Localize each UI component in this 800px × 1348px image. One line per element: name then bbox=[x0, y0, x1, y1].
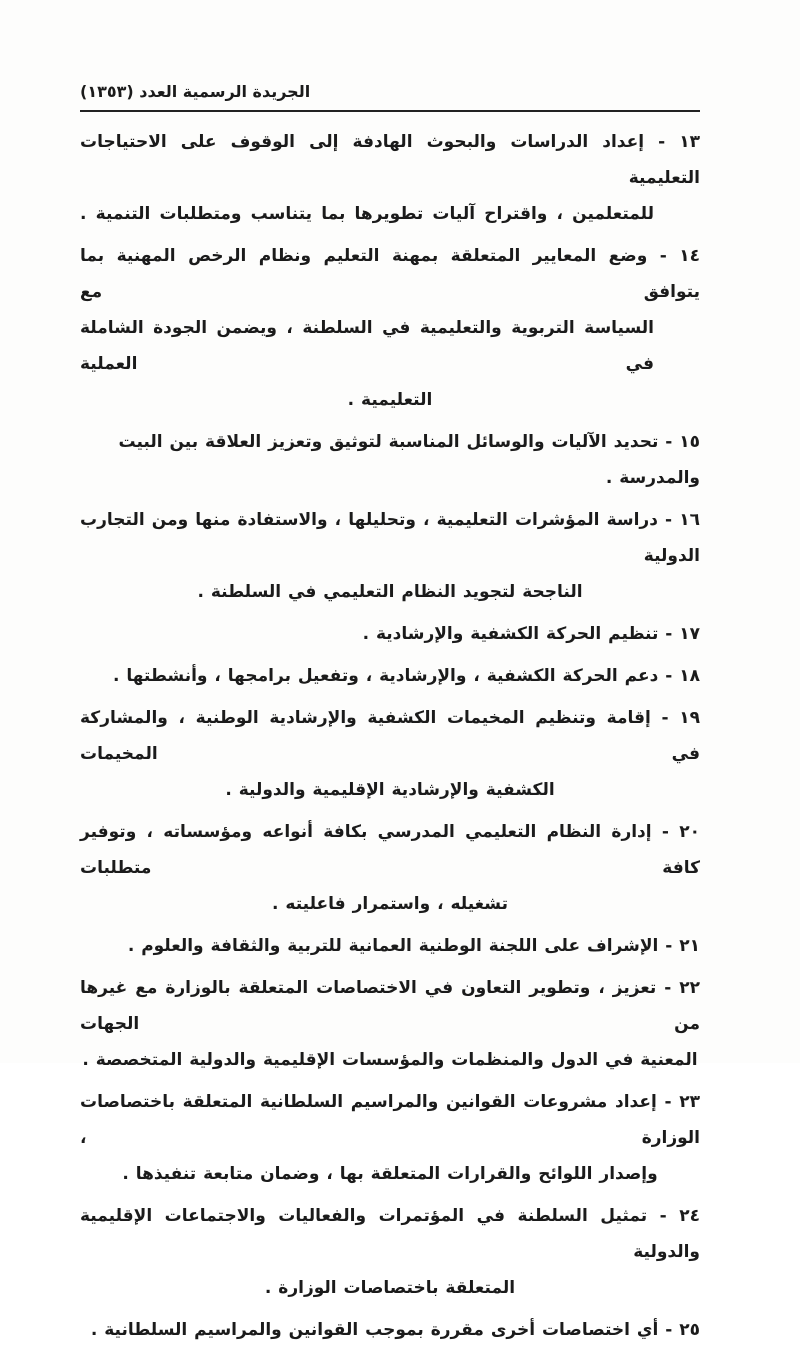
list-item-١٤ bbox=[80, 238, 700, 418]
item-line: ٢٠ - إدارة النظام التعليمي المدرسي بكافة أنواعه ومؤسساته ، وتوفير كافة متطلبات bbox=[80, 822, 700, 878]
page-content bbox=[80, 80, 700, 1348]
item-line: ١٣ - إعداد الدراسات والبحوث الهادفة إلى الوقوف على الاحتياجات التعليمية bbox=[80, 132, 700, 188]
item-line: تشغيله ، واستمرار فاعليته . bbox=[272, 894, 508, 914]
item-line: للمتعلمين ، واقتراح آليات تطويرها بما يتناسب ومتطلبات التنمية . bbox=[80, 204, 654, 224]
item-line: ١٤ - وضع المعايير المتعلقة بمهنة التعليم ونظام الرخص المهنية بما يتوافق مع bbox=[80, 246, 700, 302]
item-line: ١٥ - تحديد الآليات والوسائل المناسبة لتوثيق وتعزيز العلاقة بين البيت والمدرسة . bbox=[118, 432, 700, 488]
item-line: وإصدار اللوائح والقرارات المتعلقة بها ، وضمان متابعة تنفيذها . bbox=[122, 1164, 658, 1184]
item-line: المتعلقة باختصاصات الوزارة . bbox=[264, 1278, 516, 1298]
item-line: السياسة التربوية والتعليمية في السلطنة ، ويضمن الجودة الشاملة في العملية bbox=[80, 318, 654, 374]
list-item-٢٢ bbox=[80, 970, 700, 1078]
item-line: ٢٥ - أي اختصاصات أخرى مقررة بموجب القوانين والمراسيم السلطانية . bbox=[90, 1320, 700, 1340]
gazette-header: الجريدة الرسمية العدد (١٣٥٣) bbox=[80, 82, 311, 101]
list-item-٢٤ bbox=[80, 1198, 700, 1306]
item-line: ٢٣ - إعداد مشروعات القوانين والمراسيم السلطانية المتعلقة باختصاصات الوزارة ، bbox=[80, 1092, 700, 1148]
list-item-١٨ bbox=[80, 658, 700, 694]
list-item-٢٥ bbox=[80, 1312, 700, 1348]
list-item-١٦ bbox=[80, 502, 700, 610]
items-list bbox=[80, 124, 700, 1348]
list-item-٢٣ bbox=[80, 1084, 700, 1192]
item-line: ٢١ - الإشراف على اللجنة الوطنية العمانية للتربية والثقافة والعلوم . bbox=[127, 936, 700, 956]
list-item-١٧ bbox=[80, 616, 700, 652]
list-item-١٣ bbox=[80, 124, 700, 232]
item-line: المعنية في الدول والمنظمات والمؤسسات الإقليمية والدولية المتخصصة . bbox=[82, 1050, 698, 1070]
item-line: ٢٢ - تعزيز ، وتطوير التعاون في الاختصاصات المتعلقة بالوزارة مع غيرها من الجهات bbox=[80, 978, 700, 1034]
list-item-١٥ bbox=[80, 424, 700, 496]
item-line: ١٩ - إقامة وتنظيم المخيمات الكشفية والإرشادية الوطنية ، والمشاركة في المخيمات bbox=[80, 708, 700, 764]
header-divider bbox=[80, 110, 700, 112]
item-line: ٢٤ - تمثيل السلطنة في المؤتمرات والفعاليات والاجتماعات الإقليمية والدولية bbox=[80, 1206, 700, 1262]
item-line: الناجحة لتجويد النظام التعليمي في السلطنة . bbox=[197, 582, 583, 602]
item-line: ١٦ - دراسة المؤشرات التعليمية ، وتحليلها ، والاستفادة منها ومن التجارب الدولية bbox=[80, 510, 700, 566]
list-item-٢٠ bbox=[80, 814, 700, 922]
item-line: ١٧ - تنظيم الحركة الكشفية والإرشادية . bbox=[362, 624, 700, 644]
list-item-٢١ bbox=[80, 928, 700, 964]
list-item-١٩ bbox=[80, 700, 700, 808]
item-line: التعليمية . bbox=[347, 390, 433, 410]
item-line: الكشفية والإرشادية الإقليمية والدولية . bbox=[225, 780, 555, 800]
item-line: ١٨ - دعم الحركة الكشفية ، والإرشادية ، وتفعيل برامجها ، وأنشطتها . bbox=[112, 666, 700, 686]
